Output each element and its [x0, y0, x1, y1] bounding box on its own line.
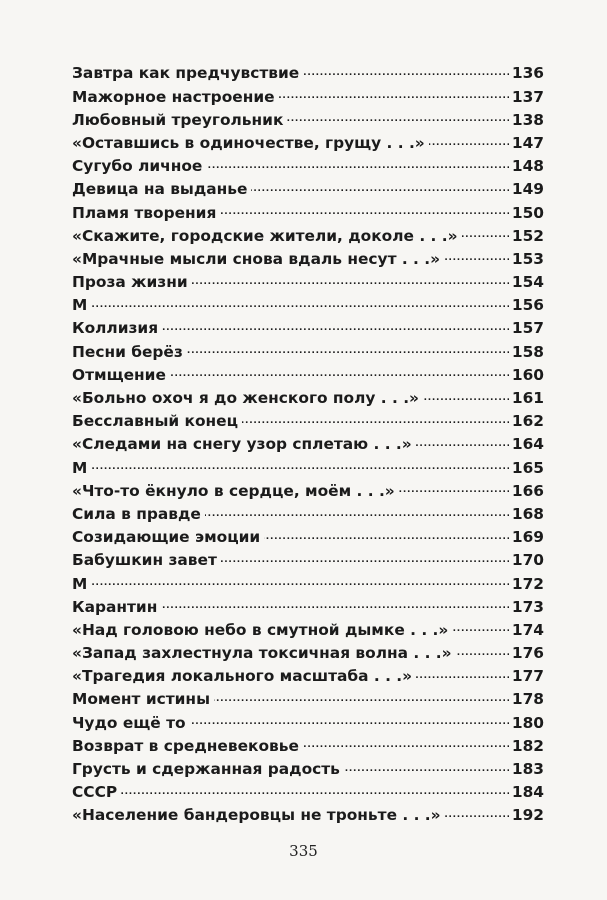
toc-entry: [72, 318, 544, 341]
toc-entry-page: 184: [511, 783, 544, 802]
dot-leader: [456, 643, 509, 658]
toc-entry: [72, 133, 544, 156]
toc-entry-title: Сила в правде: [72, 504, 201, 523]
toc-entry-page: 152: [511, 226, 544, 245]
dot-leader: [221, 550, 509, 565]
toc-entry-title: Отмщение: [72, 365, 166, 384]
toc-entry: [72, 782, 544, 805]
toc-entry: [72, 735, 544, 758]
toc-entry-page: 157: [511, 319, 544, 338]
toc-entry: [72, 364, 544, 387]
toc-entry-title: Проза жизни: [72, 273, 188, 292]
page-number: 335: [289, 842, 318, 860]
toc-entry-title: «Больно охоч я до женского полу . . .»: [72, 389, 419, 408]
toc-entry: [72, 295, 544, 318]
table-of-contents: [72, 63, 544, 828]
toc-entry-page: 170: [511, 551, 544, 570]
dot-leader: [279, 86, 509, 101]
toc-entry: [72, 550, 544, 573]
toc-entry-title: Любовный треугольник: [72, 110, 284, 129]
toc-entry: [72, 109, 544, 132]
dot-leader: [303, 735, 509, 750]
dot-leader: [264, 527, 509, 542]
toc-entry-title: Девица на выданье: [72, 180, 248, 199]
toc-entry-title: «Оставшись в одиночестве, грущу . . .»: [72, 133, 425, 152]
toc-entry-title: Возврат в средневековье: [72, 736, 299, 755]
toc-entry-page: 149: [511, 180, 544, 199]
toc-entry: [72, 249, 544, 272]
toc-entry-page: 180: [511, 713, 544, 732]
toc-entry-page: 177: [511, 667, 544, 686]
toc-entry: [72, 504, 544, 527]
toc-entry-title: «Запад захлестнула токсичная волна . . .»: [72, 644, 452, 663]
dot-leader: [170, 364, 509, 379]
dot-leader: [444, 249, 509, 264]
toc-entry-page: 183: [511, 760, 544, 779]
toc-entry: [72, 573, 544, 596]
toc-entry-title: Момент истины: [72, 690, 210, 709]
dot-leader: [429, 133, 509, 148]
toc-entry-page: 148: [511, 157, 544, 176]
toc-entry: [72, 666, 544, 689]
toc-entry-page: 136: [511, 64, 544, 83]
dot-leader: [214, 689, 509, 704]
dot-leader: [416, 666, 509, 681]
dot-leader: [206, 156, 509, 171]
toc-entry-title: Бесславный конец: [72, 412, 239, 431]
toc-entry-page: 160: [511, 365, 544, 384]
toc-entry-page: 162: [511, 412, 544, 431]
toc-entry-title: «Что-то ёкнуло в сердце, моём . . .»: [72, 481, 395, 500]
toc-entry-title: Чудо ещё то: [72, 713, 186, 732]
dot-leader: [303, 63, 509, 78]
toc-entry-title: Завтра как предчувствие: [72, 64, 300, 83]
dot-leader: [190, 712, 509, 727]
toc-entry: [72, 179, 544, 202]
toc-entry-title: Бабушкин завет: [72, 551, 217, 570]
toc-entry-page: 153: [511, 249, 544, 268]
toc-entry: [72, 759, 544, 782]
toc-entry-page: 150: [511, 203, 544, 222]
toc-entry-page: 182: [511, 736, 544, 755]
toc-entry: [72, 388, 544, 411]
dot-leader: [162, 318, 509, 333]
toc-entry-page: 165: [511, 458, 544, 477]
toc-entry-title: Коллизия: [72, 319, 159, 338]
toc-entry: [72, 86, 544, 109]
toc-entry: [72, 480, 544, 503]
toc-entry-page: 173: [511, 597, 544, 616]
dot-leader: [91, 457, 509, 472]
toc-entry-title: Созидающие эмоции: [72, 528, 261, 547]
toc-entry-page: 169: [511, 528, 544, 547]
dot-leader: [205, 504, 509, 519]
toc-entry: [72, 434, 544, 457]
toc-entry: [72, 272, 544, 295]
toc-entry-title: «Следами на снегу узор сплетаю . . .»: [72, 435, 412, 454]
toc-entry-page: 147: [511, 133, 544, 152]
toc-entry: [72, 689, 544, 712]
toc-entry: [72, 643, 544, 666]
toc-entry: [72, 527, 544, 550]
toc-entry-page: 172: [511, 574, 544, 593]
toc-entry-title: «Над головою небо в смутной дымке . . .»: [72, 620, 449, 639]
toc-entry-page: 178: [511, 690, 544, 709]
toc-entry-page: 154: [511, 273, 544, 292]
dot-leader: [287, 109, 508, 124]
toc-entry-page: 168: [511, 504, 544, 523]
toc-entry-title: М: [72, 574, 88, 593]
toc-entry-title: СССР: [72, 783, 118, 802]
toc-entry-title: Мажорное настроение: [72, 87, 275, 106]
toc-entry-page: 176: [511, 644, 544, 663]
dot-leader: [220, 202, 509, 217]
dot-leader: [91, 573, 509, 588]
dot-leader: [416, 434, 509, 449]
toc-entry: [72, 596, 544, 619]
dot-leader: [161, 596, 509, 611]
toc-entry-page: 138: [511, 110, 544, 129]
dot-leader: [187, 341, 509, 356]
toc-entry-title: «Трагедия локального масштаба . . .»: [72, 667, 413, 686]
toc-entry-title: Сугубо личное: [72, 157, 203, 176]
dot-leader: [462, 225, 509, 240]
dot-leader: [91, 295, 509, 310]
toc-entry-page: 161: [511, 389, 544, 408]
dot-leader: [445, 805, 509, 820]
toc-entry-page: 164: [511, 435, 544, 454]
toc-entry-title: М: [72, 458, 88, 477]
toc-entry-page: 137: [511, 87, 544, 106]
toc-entry-page: 158: [511, 342, 544, 361]
dot-leader: [344, 759, 509, 774]
dot-leader: [251, 179, 508, 194]
toc-entry: [72, 620, 544, 643]
dot-leader: [121, 782, 509, 797]
dot-leader: [242, 411, 509, 426]
toc-entry: [72, 225, 544, 248]
toc-entry: [72, 712, 544, 735]
toc-entry-page: 174: [511, 620, 544, 639]
toc-entry: [72, 341, 544, 364]
dot-leader: [423, 388, 509, 403]
toc-entry: [72, 202, 544, 225]
toc-entry-title: Грусть и сдержанная радость: [72, 760, 340, 779]
toc-entry-page: 156: [511, 296, 544, 315]
toc-entry-title: «Население бандеровцы не троньте . . .»: [72, 806, 441, 825]
toc-entry-page: 166: [511, 481, 544, 500]
toc-entry-title: Песни берёз: [72, 342, 183, 361]
dot-leader: [452, 620, 509, 635]
toc-entry-title: М: [72, 296, 88, 315]
toc-entry: [72, 411, 544, 434]
toc-entry-page: 192: [511, 806, 544, 825]
toc-entry: [72, 63, 544, 86]
dot-leader: [399, 480, 509, 495]
toc-entry-title: Пламя творения: [72, 203, 217, 222]
toc-entry-title: «Мрачные мысли снова вдаль несут . . .»: [72, 249, 441, 268]
toc-entry-title: Карантин: [72, 597, 158, 616]
dot-leader: [192, 272, 509, 287]
toc-entry-title: «Скажите, городские жители, доколе . . .»: [72, 226, 458, 245]
toc-entry: [72, 156, 544, 179]
toc-entry: [72, 805, 544, 828]
toc-entry: [72, 457, 544, 480]
